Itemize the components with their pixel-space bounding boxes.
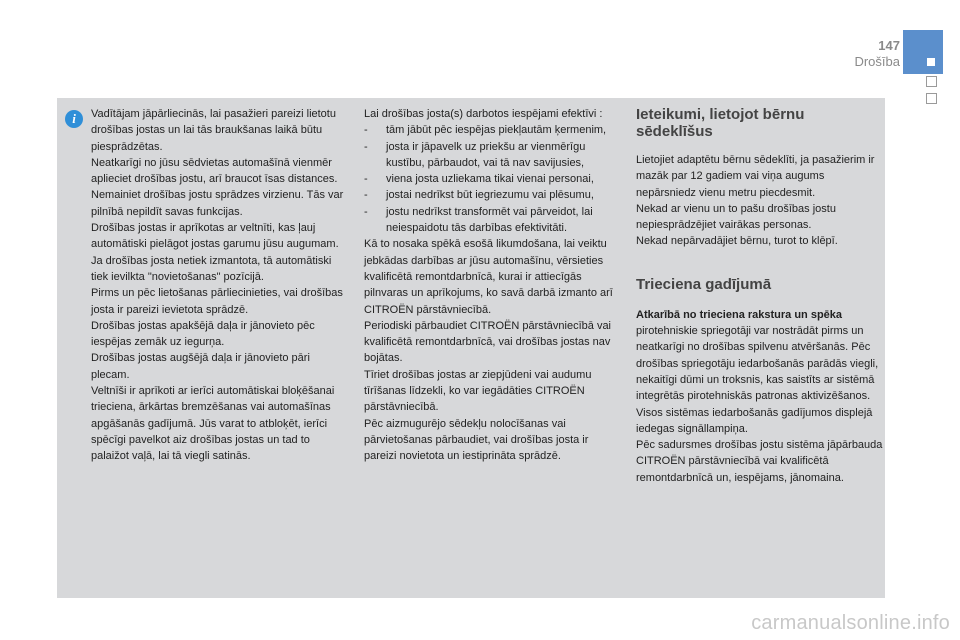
column-seatbelt-notes xyxy=(91,106,349,465)
paragraph: Nekad nepārvadājiet bērnu, turot to klēpī. xyxy=(636,235,838,248)
paragraph: Pēc aizmugurējo sēdekļu nolocīšanas vai pārvietošanas pārbaudiet, vai drošības josta ir pareizi novietota un iestiprināta sprādzē. xyxy=(364,417,589,463)
paragraph: Tīriet drošības jostas ar ziepjūdeni vai audumu tīrīšanas līdzekli, ko var iegādāties CITROËN pārstāvniecībā. xyxy=(364,368,592,414)
list-item: - jostai nedrīkst būt iegriezumu vai plēsumu, xyxy=(364,189,594,202)
column-seatbelt-care xyxy=(364,106,616,465)
paragraph: Visos sistēmas iedarbošanās gadījumos displejā iedegas signāllampiņa. xyxy=(636,406,873,435)
page-number: 147 xyxy=(878,38,900,53)
column-child-and-crash xyxy=(636,106,884,486)
list-item: - josta ir jāpavelk uz priekšu ar vienmērīgu kustību, pārbaudot, vai tā nav savijusies, xyxy=(364,140,586,169)
paragraph: Pēc sadursmes drošības jostu sistēma jāpārbauda CITROËN pārstāvniecībā vai kvalificētā remontdarbnīcā un, iespējams, jānomaina. xyxy=(636,439,883,484)
paragraph: Periodiski pārbaudiet CITROËN pārstāvniecībā vai kvalificētā remontdarbnīcā, vai drošības jostas nav bojātas. xyxy=(364,319,612,365)
watermark: carmanualsonline.info xyxy=(751,612,950,634)
paragraph: Vadītājam jāpārliecinās, lai pasažieri pareizi lietotu drošības jostas un lai tās braukšanas laikā būtu piesprādzētas. xyxy=(91,108,336,153)
tab-square-icon xyxy=(927,58,935,66)
list-item: - jostu nedrīkst transformēt vai pārveidot, lai neiespaidotu tās darbības efektivitāti. xyxy=(364,205,593,235)
paragraph: Drošības jostas ir aprīkotas ar veltnīti, kas ļauj automātiski pielāgot jostas garumu jūsu augumam. Ja drošības josta netiek izmantota, tā automātiski tiek ievilkta "novietošanas" pozīcijā. xyxy=(91,222,339,283)
paragraph xyxy=(636,307,884,405)
paragraph: Lietojiet adaptētu bērnu sēdeklīti, ja pasažierim ir mazāk par 12 gadiem vai viņa augums nepārsniedz vienu metru piecdesmit. xyxy=(636,154,875,199)
crash-lead-bold: Atkarībā no trieciena rakstura un spēka xyxy=(636,308,843,321)
list-item: - tām jābūt pēc iespējas piekļautām ķermenim, xyxy=(364,124,607,137)
info-icon: i xyxy=(65,110,83,128)
paragraph: Neatkarīgi no jūsu sēdvietas automašīnā vienmēr aplieciet drošības jostu, arī braucot īsas distances. xyxy=(91,156,338,186)
paragraph: Nekad ar vienu un to pašu drošības jostu nepiesprādzējiet vairākas personas. xyxy=(636,202,836,232)
paragraph: Drošības jostas apakšējā daļa ir jānovieto pēc iespējas zemāk uz iegurņa. xyxy=(91,319,315,349)
chapter-tab-box xyxy=(926,93,937,104)
paragraph: Pirms un pēc lietošanas pārliecinieties, vai drošības josta ir pareizi ievietota sprādzē. xyxy=(91,287,343,316)
paragraph: Nemainiet drošības jostu sprādzes virzienu. Tās var pilnībā nepildīt savas funkcijas. xyxy=(91,189,344,218)
crash-heading: Trieciena gadījumā xyxy=(636,275,772,293)
section-title: Drošība xyxy=(854,54,900,69)
paragraph: Drošības jostas augšējā daļa ir jānovieto pāri plecam. xyxy=(91,352,310,381)
crash-lead-text: pirotehniskie spriegotāji var nostrādāt pirms un neatkarīgi no drošības spilvenu atvēršanās. Pēc drošības spriegotāju iedarbošanās parādās viegli, nekaitīgi dūmi un troksnis, kas saistīts ar sistēmā integrētās pirotehniskās patronas aktivizēšanos. xyxy=(636,325,879,403)
list-item: - viena josta uzliekama tikai vienai personai, xyxy=(364,173,594,186)
chapter-tab-box xyxy=(926,76,937,87)
chapter-tab-active xyxy=(903,30,943,74)
child-seat-heading: Ieteikumi, lietojot bērnu sēdeklīšus xyxy=(636,106,805,140)
intro-text: Lai drošības josta(s) darbotos iespējami efektīvi : xyxy=(364,108,603,120)
paragraph: Kā to nosaka spēkā esošā likumdošana, lai veiktu jebkādas darbības ar jūsu automašīnu, vērsieties kvalificētā remontdarbnīcā, kurai ir attiecīgās pilnvaras un aprīkojums, ko savā darbā izmanto arī CITROËN pārstāvniecībā. xyxy=(364,238,613,316)
paragraph: Veltnīši ir aprīkoti ar ierīci automātiskai bloķēšanai trieciena, ārkārtas bremzēšanas vai automašīnas apgāšanās gadījumā. Jūs varat to atbloķēt, ierīci spēcīgi pavelkot aiz drošības jostas un tad to palaižot vaļā, lai tā viegli satinās. xyxy=(91,385,335,463)
